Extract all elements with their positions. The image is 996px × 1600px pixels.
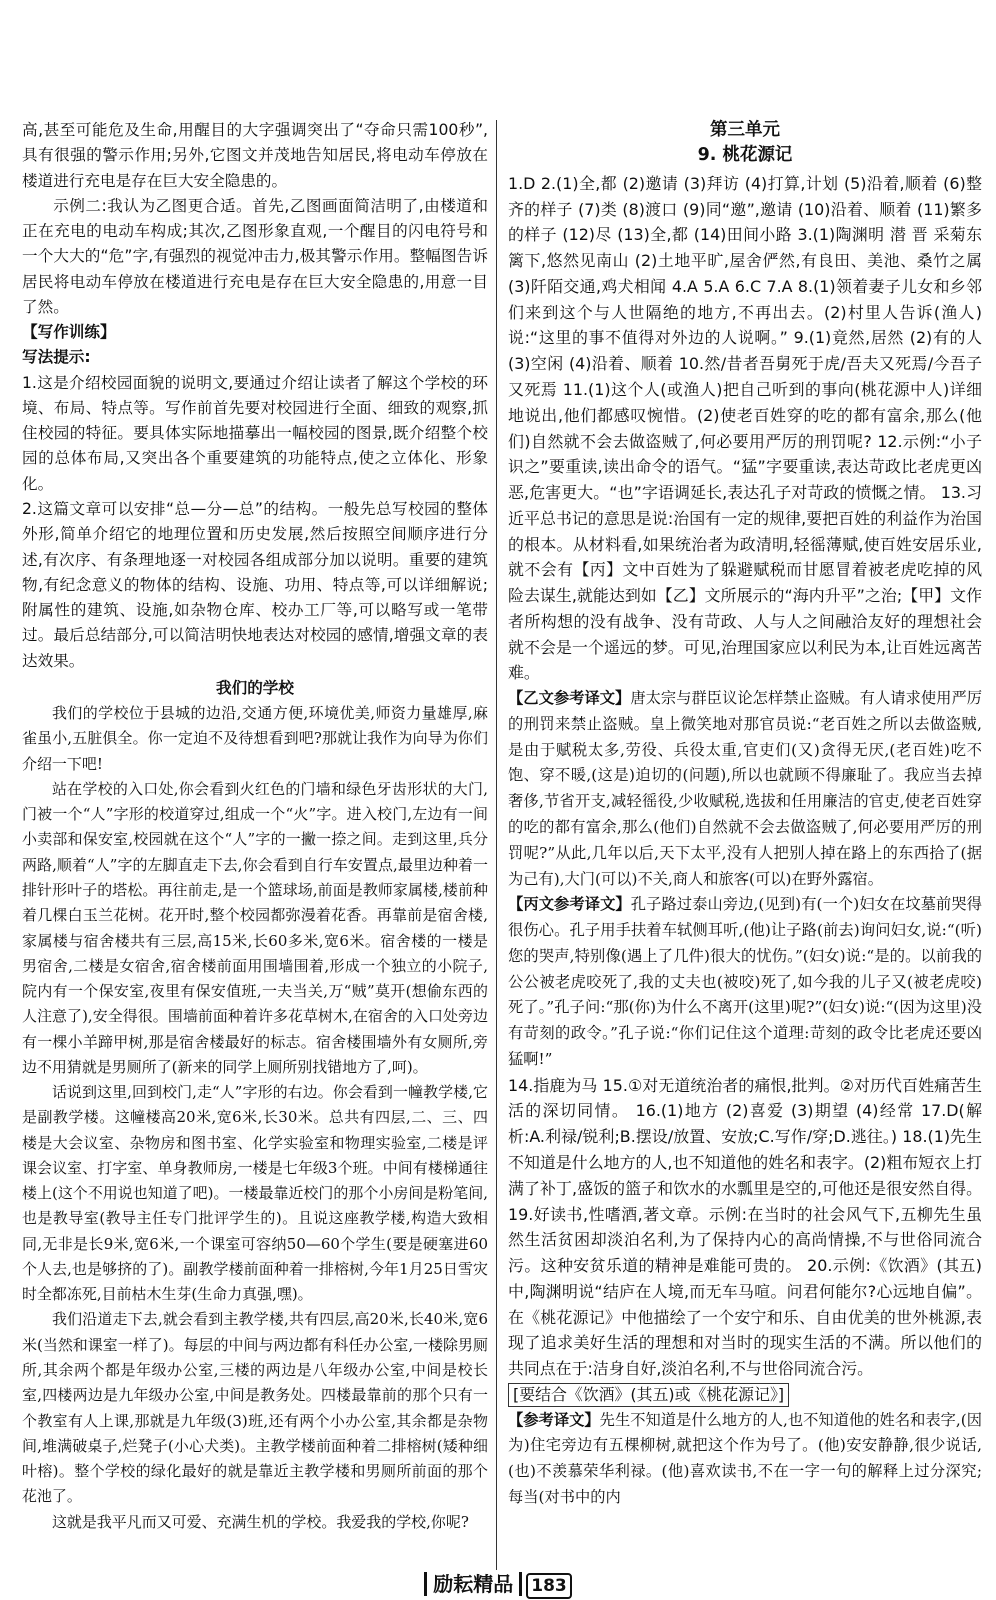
writing-training-header: 【写作训练】 bbox=[22, 323, 116, 342]
essay-paragraph-5: 这就是我平凡而又可爱、充满生机的学校。我爱我的学校,你呢? bbox=[51, 1512, 469, 1531]
right-column bbox=[508, 118, 982, 1511]
bing-translation-text: 孔子路过泰山旁边,(见到)有(一个)妇女在坟墓前哭得很伤心。孔子用手扶着车轼侧耳听,(他)让子路(前去)询问妇女,说:“(听)您的哭声,特别像(遇上了几件)很大的忧伤。”(妇女)说:“是的。以前我的公公被老虎咬死了,我的丈夫也(被咬)死了,如今我的儿子又(被老虎咬)死了。”孔子问:“那(你)为什么不离开(这里)呢?”(妇女)说:“(因为这里)没有苛刻的政令。”孔子说:“你们记住这个道理:苛刻的政令比老虎还要凶猛啊!” bbox=[508, 895, 982, 1068]
bing-translation bbox=[508, 892, 982, 1072]
page-footer bbox=[0, 1572, 996, 1600]
reference-translation-tag: 【参考译文】 bbox=[508, 1410, 600, 1429]
essay-title: 我们的学校 bbox=[216, 678, 294, 697]
unit-title: 第三单元 bbox=[710, 120, 780, 140]
left-column bbox=[22, 118, 488, 1535]
yi-translation-text: 唐太宗与群臣议论怎样禁止盗贼。有人请求使用严厉的刑罚来禁止盗贼。皇上微笑地对那官员说:“老百姓之所以去做盗贼,是由于赋税太多,劳役、兵役太重,官吏们(又)贪得无厌,(老百姓)吃不饱、穿不暖,(这是)迫切的(问题),所以也就顾不得廉耻了。我应当去掉奢侈,节省开支,减轻徭役,少收赋税,选拔和任用廉洁的官吏,使老百姓穿的吃的都有富余,那么(他们)自然就不会去做盗贼了,何必要用严厉的刑罚呢?”从此,几年以后,天下太平,没有人把别人掉在路上的东西拾了(据为己有),大门(可以)不关,商人和旅客(可以)在野外露宿。 bbox=[508, 689, 983, 888]
page-number: 183 bbox=[526, 1573, 572, 1599]
intro-paragraph-1: 高,甚至可能危及生命,用醒目的大字强调突出了“夺命只需100秒”,具有很强的警示作用;另外,它图文并茂地告知居民,将电动车停放在楼道进行充电是存在巨大安全隐患的。 bbox=[22, 121, 488, 190]
sample-essay bbox=[22, 701, 488, 1535]
essay-paragraph-3: 话说到这里,回到校门,走“人”字形的右边。你会看到一幢教学楼,它是副教学楼。这幢楼高20米,宽6米,长30米。总共有四层,二、三、四楼是大会议室、杂物房和图书室、化学实验室和物理实验室,二楼是评课会议室、打字室、单身教师房,一楼是七年级3个班。中间有楼梯通往楼上(这个不用说也知道了吧)。一楼最靠近校门的那个小房间是粉笔间,也是教导室(教导主任专门批评学生的)。且说这座教学楼,构造大致相同,无非是长9米,宽6米,一个课室可容纳50—60个学生(要是硬塞进60个人去,也是够挤的了)。副教学楼前面种着一排榕树,今年1月25日雪灾时全都冻死,目前枯木生芽(生命力真强,嘿)。 bbox=[22, 1083, 488, 1304]
writing-tip-1: 1.这是介绍校园面貌的说明文,要通过介绍让读者了解这个学校的环境、布局、特点等。写作前首先要对校园进行全面、细致的观察,抓住校园的特征。要具体实际地描摹出一幅校园的图景,既介绍整个校园的总体布局,又突出各个重要建筑的功能特点,使之立体化、形象化。 bbox=[22, 373, 488, 493]
essay-paragraph-1: 我们的学校位于县城的边沿,交通方便,环境优美,师资力量雄厚,麻雀虽小,五脏俱全。你一定迫不及待想看到吧?那就让我作为向导为你们介绍一下吧! bbox=[22, 704, 488, 773]
reference-translation-text: 先生不知道是什么地方的人,也不知道他的姓名和表字,(因为)住宅旁边有五棵柳树,就把这个作为号了。(他)安安静静,很少说话,(也)不羡慕荣华利禄。(他)喜欢读书,不在一字一句的解释上过分深究;每当(对书中的内 bbox=[508, 1410, 982, 1506]
column-divider bbox=[496, 120, 497, 1570]
answers-block-2: 14.指鹿为马 15.①对无道统治者的痛恨,批判。②对历代百姓痛苦生活的深切同情。 16.(1)地方 (2)喜爱 (3)期望 (4)经常 17.D(解析:A.利禄/锐利;B.摆设/放置、安放;C.写作/穿;D.逃往。) 18.(1)先生不知道是什么地方的人,也不知道他的姓名和表字。(2)粗布短衣上打满了补丁,盛饭的篮子和饮水的水瓢里是空的,可他还是很安然自得。 19.好读书,性嗜酒,著文章。示例:在当时的社会风气下,五柳先生虽然生活贫困却淡泊名利,为了保持内心的高尚情操,不与世俗同流合污。这种安贫乐道的精神是难能可贵的。 20.示例:《饮酒》(其五)中,陶渊明说“结庐在人境,而无车马喧。问君何能尔?心远地自偏”。在《桃花源记》中他描绘了一个安宁和乐、自由优美的世外桃源,表现了追求美好生活的理想和对当时的现实生活的不满。所以他们的共同点在于:洁身自好,淡泊名利,不与世俗同流合污。 bbox=[508, 1075, 982, 1379]
essay-paragraph-4: 我们沿道走下去,就会看到主教学楼,共有四层,高20米,长40米,宽6米(当然和课室一样了)。每层的中间与两边都有科任办公室,一楼除男厕所,其余两个都是年级办公室,三楼的两边是八年级办公室,中间是校长室,四楼两边是九年级办公室,中间是教务处。四楼最靠前的那个只有一个教室有人上课,那就是九年级(3)班,还有两个小办公室,其余都是杂物间,堆满破桌子,烂凳子(小心犬类)。主教学楼前面种着二排榕树(矮种细叶榕)。整个学校的绿化最好的就是靠近主教学楼和男厕所前面的那个花池了。 bbox=[22, 1310, 488, 1506]
writing-tip-2: 2.这篇文章可以安排“总—分—总”的结构。一般先总写校园的整体外形,简单介绍它的地理位置和历史发展,然后按照空间顺序进行分述,有次序、有条理地逐一对校园各组成部分加以说明。重要的建筑物,有纪念意义的物体的结构、设施、功用、特点等,可以详细解说;附属性的建筑、设施,如杂物仓库、校办工厂等,可以略写或一笔带过。最后总结部分,可以简洁明快地表达对校园的感情,增强文章的表达效果。 bbox=[22, 499, 488, 670]
scoring-note: [要结合《饮酒》(其五)或《桃花源记》] bbox=[508, 1383, 789, 1407]
intro-paragraph-2: 示例二:我认为乙图更合适。首先,乙图画面简洁明了,由楼道和正在充电的电动车构成;其次,乙图形象直观,一个醒目的闪电符号和一个大大的“危”字,有强烈的视觉冲击力,极其警示作用。整幅图告诉居民将电动车停放在楼道进行充电是存在巨大安全隐患的,用意一目了然。 bbox=[22, 196, 488, 316]
answers-block-1: 1.D 2.(1)全,都 (2)邀请 (3)拜访 (4)打算,计划 (5)沿着,顺着 (6)整齐的样子 (7)类 (8)渡口 (9)同“邀”,邀请 (10)沿着、顺着 (11)繁多的样子 (12)尽 (13)全,都 (14)田间小路 3.(1)陶渊明 潜 晋 采菊东篱下,悠然见南山 (2)土地平旷,屋舍俨然,有良田、美池、桑竹之属 (3)阡陌交通,鸡犬相闻 4.A 5.A 6.C 7.A 8.(1)领着妻子儿女和乡邻们来到这个与人世隔绝的地方,不再出去。(2)村里人告诉(渔人)说:“这里的事不值得对外边的人说啊。” 9.(1)竟然,居然 (2)有的人 (3)空闲 (4)沿着、顺着 10.然/昔者吾舅死于虎/吾夫又死焉/今吾子又死焉 11.(1)这个人(或渔人)把自己听到的事向(桃花源中人)详细地说出,他们都感叹惋惜。(2)使老百姓穿的吃的都有富余,那么(他们)自然就不会去做盗贼了,何必要用严厉的刑罚呢? 12.示例:“小子识之”要重读,读出命令的语气。“猛”字要重读,表达苛政比老虎更凶恶,危害更大。“也”字语调延长,表达孔子对苛政的愤慨之情。 13.习近平总书记的意思是说:治国有一定的规律,要把百姓的利益作为治国的根本。从材料看,如果统治者为政清明,轻徭薄赋,使百姓安居乐业,就不会有【丙】文中百姓为了躲避赋税而甘愿冒着被老虎吃掉的风险去谋生,就能达到如【乙】文所展示的“海内升平”之治;【甲】文作者所构想的没有战争、没有苛政、人与人之间融洽友好的理想社会就不会是一个遥远的梦。可见,治理国家应以利民为本,让百姓远离苦难。 bbox=[508, 173, 982, 683]
essay-paragraph-2: 站在学校的入口处,你会看到火红色的门墙和绿色牙齿形状的大门,门被一个“人”字形的校道穿过,组成一个“火”字。进入校门,左边有一间小卖部和保安室,校园就在这个“人”字的一撇一捺之间。走到这里,兵分两路,顺着“人”字的左脚直走下去,你会看到自行车安置点,最里边种着一排针形叶子的塔松。再往前走,是一个篮球场,前面是教师家属楼,楼前种着几棵白玉兰花树。花开时,整个校园都弥漫着花香。再靠前是宿舍楼,家属楼与宿舍楼共有三层,高15米,长60多米,宽6米。宿舍楼的一楼是男宿舍,二楼是女宿舍,宿舍楼前面用围墙围着,形成一个独立的小院子,院内有一个保安室,夜里有保安值班,一夫当关,万“贼”莫开(想偷东西的人注意了),安全得很。围墙前面种着许多花草树木,在宿舍的入口处旁边有一棵小羊蹄甲树,那是宿舍楼最好的标志。宿舍楼围墙外有女厕所,旁边不用猜就是男厕所了(新来的同学上厕所别找错地方了,呵)。 bbox=[22, 779, 488, 1076]
method-header: 写法提示: bbox=[22, 348, 91, 367]
bing-translation-tag: 【丙文参考译文】 bbox=[508, 895, 631, 914]
reference-translation bbox=[508, 1408, 982, 1511]
yi-translation-tag: 【乙文参考译文】 bbox=[508, 689, 631, 708]
brand-logo: 励耘精品 bbox=[424, 1572, 522, 1596]
yi-translation bbox=[508, 686, 982, 892]
lesson-title: 9. 桃花源记 bbox=[697, 145, 793, 166]
